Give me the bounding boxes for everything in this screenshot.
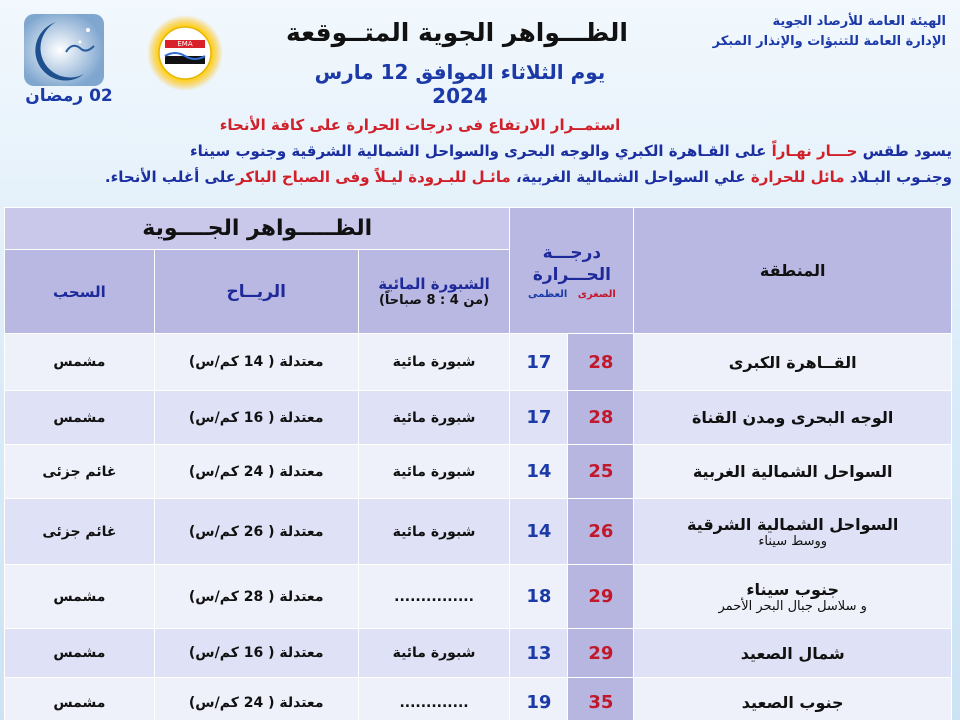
wind-cell: معتدلة ( 16 كم/س) <box>154 629 358 678</box>
fog-cell: ............. <box>358 678 510 720</box>
table-row <box>5 499 952 565</box>
temperature-header-b: الحـــرارة <box>532 264 611 285</box>
temp-min-cell: 17 <box>510 391 568 445</box>
region-cell <box>634 391 952 445</box>
cloud-cell: مشمس <box>5 629 155 678</box>
region-sub: ووسط سيناء <box>758 533 828 549</box>
wind-header: الريــاح <box>154 250 358 334</box>
temperature-header-a: درجـــة <box>542 242 602 263</box>
temperature-max-header: العظمى <box>527 288 568 300</box>
wind-cell: معتدلة ( 26 كم/س) <box>154 499 358 565</box>
region-cell <box>634 565 952 629</box>
region-name: شمال الصعيد <box>740 643 845 663</box>
forecast-summary <box>8 112 952 190</box>
forecast-line-2-b: على القـاهرة الكبري والوجه البحرى والسواحل الشمالية الشرقية وجنوب سيناء <box>189 142 772 160</box>
forecast-date: يوم الثلاثاء الموافق 12 مارس 2024 <box>314 60 606 108</box>
table-row <box>5 629 952 678</box>
region-header: المنطقة <box>634 208 952 334</box>
region-name: جنوب سيناء <box>746 579 840 599</box>
temp-max-cell: 26 <box>568 499 634 565</box>
fog-cell: شبورة مائية <box>358 445 510 499</box>
temp-min-cell: 19 <box>510 678 568 720</box>
temp-min-cell: 14 <box>510 445 568 499</box>
forecast-table <box>4 207 952 720</box>
temperature-min-header: الصغرى <box>577 288 616 300</box>
wind-cell: معتدلة ( 28 كم/س) <box>154 565 358 629</box>
cloud-header: السحب <box>5 250 155 334</box>
fog-cell: شبورة مائية <box>358 391 510 445</box>
ramadan-moon-icon <box>22 12 106 88</box>
weather-phenomena-header: الظـــــواهر الجــــوية <box>5 208 510 250</box>
cloud-cell: غائم جزئى <box>5 499 155 565</box>
fog-header-b: (من 4 : 8 صباحاً) <box>378 293 490 308</box>
temperature-header <box>510 208 634 334</box>
cloud-cell: مشمس <box>5 565 155 629</box>
table-row <box>5 565 952 629</box>
region-cell <box>634 678 952 720</box>
wind-cell: معتدلة ( 24 كم/س) <box>154 678 358 720</box>
forecast-line-2 <box>8 138 952 164</box>
forecast-line-1: استمــرار الارتفاع فى درجات الحرارة على كافة الأنحاء <box>219 116 621 134</box>
temp-min-cell: 13 <box>510 629 568 678</box>
forecast-line-2-hot: حـــار نهـاراً <box>771 142 858 160</box>
fog-cell: ............... <box>358 565 510 629</box>
temp-min-cell: 17 <box>510 334 568 391</box>
fog-header <box>358 250 510 334</box>
region-name: القــاهرة الكبرى <box>728 352 857 372</box>
region-cell <box>634 629 952 678</box>
fog-cell: شبورة مائية <box>358 629 510 678</box>
temp-max-cell: 28 <box>568 334 634 391</box>
region-cell <box>634 334 952 391</box>
agency-line-1: الهيئة العامة للأرصاد الجوية <box>772 14 946 29</box>
agency-line-2: الإدارة العامة للتنبؤات والإنذار المبكر <box>712 34 946 49</box>
forecast-line-3-b: علي السواحل الشمالية الغربية، <box>510 168 751 186</box>
temp-min-cell: 18 <box>510 565 568 629</box>
fog-cell: شبورة مائية <box>358 499 510 565</box>
page-title: الظـــواهر الجوية المتــوقعة <box>285 18 628 47</box>
table-row <box>5 391 952 445</box>
table-row <box>5 445 952 499</box>
forecast-line-3-c: على أغلب الأنحاء. <box>104 168 237 186</box>
ema-logo-icon <box>135 14 235 92</box>
ema-logo-text: EMA <box>177 40 193 48</box>
ramadan-day: 02 رمضان <box>25 86 113 106</box>
region-cell <box>634 445 952 499</box>
cloud-cell: مشمس <box>5 391 155 445</box>
fog-header-a: الشبورة المائية <box>378 275 490 293</box>
forecast-line-3-warm: مائل للحرارة <box>750 168 845 186</box>
forecast-line-3 <box>8 164 952 190</box>
forecast-line-3-a: وجنـوب البـلاد <box>844 168 952 186</box>
region-name: جنوب الصعيد <box>741 693 844 712</box>
cloud-cell: مشمس <box>5 678 155 720</box>
region-sub: و سلاسل جبال البحر الأحمر <box>718 598 867 614</box>
temp-max-cell: 35 <box>568 678 634 720</box>
agency-name <box>686 12 946 52</box>
temp-max-cell: 28 <box>568 391 634 445</box>
cloud-cell: مشمس <box>5 334 155 391</box>
table-row <box>5 678 952 720</box>
region-name: الوجه البحرى ومدن القناة <box>691 408 894 427</box>
wind-cell: معتدلة ( 16 كم/س) <box>154 391 358 445</box>
wind-cell: معتدلة ( 14 كم/س) <box>154 334 358 391</box>
temp-max-cell: 29 <box>568 629 634 678</box>
forecast-line-2-a: يسود طقس <box>857 142 952 160</box>
region-name: السواحل الشمالية الغربية <box>692 462 893 481</box>
temp-max-cell: 29 <box>568 565 634 629</box>
table-row <box>5 334 952 391</box>
wind-cell: معتدلة ( 24 كم/س) <box>154 445 358 499</box>
region-name: السواحل الشمالية الشرقية <box>686 514 899 534</box>
cloud-cell: غائم جزئى <box>5 445 155 499</box>
fog-cell: شبورة مائية <box>358 334 510 391</box>
region-cell <box>634 499 952 565</box>
temp-min-cell: 14 <box>510 499 568 565</box>
forecast-line-3-cold: مائـل للبـرودة ليـلاً وفى الصباح الباكر <box>236 168 511 186</box>
temp-max-cell: 25 <box>568 445 634 499</box>
